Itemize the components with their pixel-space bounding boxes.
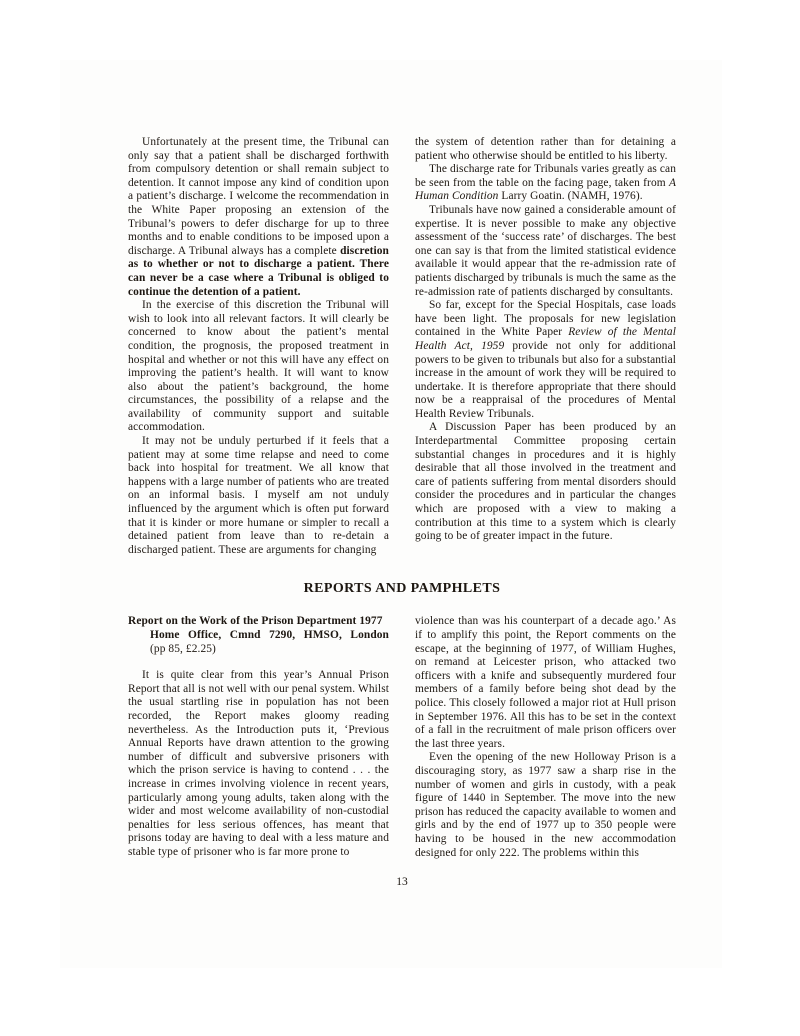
text-segment: The discharge rate for Tribunals varies greatly as can be seen from the table on the facing page, taken from: [415, 163, 676, 189]
paragraph: [128, 136, 389, 299]
review-left-column: [128, 615, 389, 860]
review-right-column: [415, 615, 676, 860]
paragraph: [415, 751, 676, 860]
review-section: [128, 615, 676, 860]
paragraph: [415, 136, 676, 163]
paragraph: [415, 421, 676, 543]
section-heading: REPORTS AND PAMPHLETS: [303, 581, 501, 597]
text-segment: It may not be unduly perturbed if it feels that a patient may at some time relapse and need to come back into hospital for treatment. We all know that happens with a large number of patients who are treated on an informal basis. I myself am not unduly influenced by the argument which is often put forward that it is kinder or more humane or simpler to recall a detained patient from leave than to re-detain a discharged patient. These are arguments for changing: [128, 435, 389, 556]
italic-text: Review of the Mental Health Act, 1959: [415, 326, 676, 352]
text-segment: Tribunals have now gained a considerable amount of expertise. It is never possible to make any objective assessment of the ‘success rate’ of discharges. The best one can say is that from the limited statistical evidence available it would appear that the re-admission rate of patients discharged by tribunals is much the same as the re-admission rate of patients discharged by consultants.: [415, 203, 676, 298]
text-segment: Unfortunately at the present time, the Tribunal can only say that a patient shall be discharged forthwith from compulsory detention or shall remain subject to detention. It cannot impose any kind of condition upon a patient’s discharge. I welcome the recommendation in the White Paper proposing an extension of the Tribunal’s powers to defer discharge for up to three months and to enable conditions to be imposed upon a discharge. A Tribunal always has a complete: [128, 136, 389, 257]
paragraph: [415, 299, 676, 421]
paragraph: [128, 435, 389, 557]
text-segment: In the exercise of this discretion the Tribunal will wish to look into all relevant factors. It will clearly be concerned to know about the patient’s mental condition, the prognosis, the proposed treatment in hospital and whether or not this will have any effect on improving the patient’s health. It will want to know also about the patient’s background, the home circumstances, the possibility of a relapse and the availability of community support and suitable accommodation.: [128, 299, 389, 434]
review-citation: [128, 615, 389, 656]
text-segment: Larry Goatin. (NAMH, 1976).: [498, 190, 643, 203]
text-segment: So far, except for the Special Hospitals, case loads have been light. The proposals for new legislation contained in the White Paper: [415, 299, 676, 339]
bold-text: discretion as to whether or not to discharge a patient. There can never be a case where a Tribunal is obliged to continue the detention of a patient.: [128, 244, 389, 298]
document-page: [128, 136, 676, 888]
tribunal-article: [128, 136, 676, 557]
text-segment: violence than was his counterpart of a decade ago.’ As if to amplify this point, the Report comments on the escape, at the beginning of 1977, of William Hughes, on remand at Leicester prison, who attacked two officers with a knife and subsequently murdered four members of a family before being shot dead by the police. This closely followed a major riot at Hull prison in September 1976. All this has to be set in the context of a fall in the recruitment of male prison officers over the last three years.: [415, 615, 676, 750]
review-citation-publisher: Home Office, Cmnd 7290, HMSO, London: [150, 629, 389, 641]
page-number: 13: [396, 876, 408, 889]
review-citation-title: Report on the Work of the Prison Department 1977: [128, 615, 383, 628]
article-left-column: [128, 136, 389, 557]
text-segment: A Discussion Paper has been produced by an Interdepartmental Committee proposing certain substantial changes in procedures and it is highly desirable that all those involved in the treatment and care of patients suffering from mental disorders should consider the procedures and in particular the changes which are proposed with a view to making a contribution at this time to a system which is clearly going to be of greater impact in the future.: [415, 421, 676, 543]
text-segment: It is quite clear from this year’s Annual Prison Report that all is not well with our penal system. Whilst the usual startling rise in population has not been recorded, the Report makes gloomy reading nevertheless. As the Introduction puts it, ‘Previous Annual Reports have drawn attention to the growing number of difficult and subversive prisoners with which the prison service is having to contend . . . the increase in crimes involving violence in recent years, particularly among young adults, taken along with the wider and most welcome availability of non-custodial penalties for less serious offences, has meant that prisons today are having to deal with a less mature and stable type of prisoner who is far more prone to: [128, 669, 389, 858]
paragraph: [128, 669, 389, 859]
text-segment: provide not only for additional powers to be given to tribunals but also for a substantial increase in the amount of work they will be required to undertake. It is therefore appropriate that there should now be a reappraisal of the procedures of Mental Health Review Tribunals.: [415, 339, 676, 420]
article-right-column: [415, 136, 676, 557]
italic-text: A Human Condition: [415, 176, 676, 203]
text-segment: Even the opening of the new Holloway Prison is a discouraging story, as 1977 saw a sharp rise in the number of women and girls in custody, with a peak figure of 1440 in September. The move into the new prison has reduced the capacity available to women and girls and by the end of 1977 up to 350 people were having to be housed in the new accommodation designed for only 222. The problems within this: [415, 751, 676, 859]
paragraph: [415, 615, 676, 751]
paragraph: [415, 163, 676, 204]
paragraph: [128, 299, 389, 435]
paragraph: [415, 204, 676, 299]
review-citation-price: (pp 85, £2.25): [150, 642, 216, 655]
review-left-text: [128, 669, 389, 859]
text-segment: the system of detention rather than for detaining a patient who otherwise should be entitled to his liberty.: [415, 136, 676, 162]
